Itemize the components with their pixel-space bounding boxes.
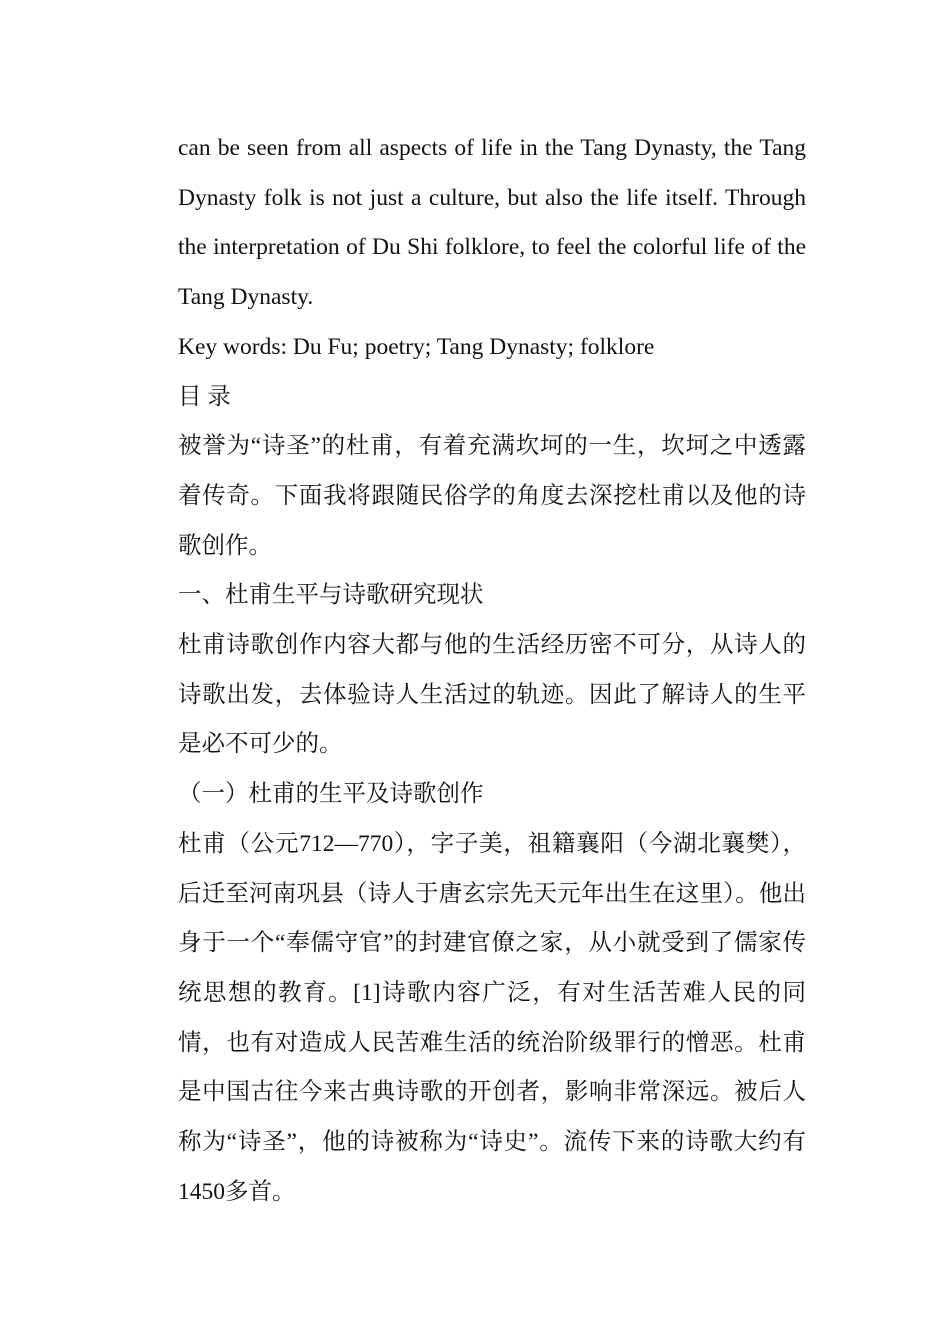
subsection-heading-1: （一）杜甫的生平及诗歌创作 — [178, 781, 484, 808]
keywords-line: Key words: Du Fu; poetry; Tang Dynasty; folklore — [178, 333, 655, 360]
section-heading-1: 一、杜甫生平与诗歌研究现状 — [178, 582, 484, 609]
intro-paragraph: 被誉为“诗圣”的杜甫，有着充满坎坷的一生，坎坷之中透露着传奇。下面我将跟随民俗学的角度去深挖杜甫以及他的诗歌创作。 — [178, 433, 806, 559]
biography-paragraph: 杜甫（公元712—770），字子美，祖籍襄阳（今湖北襄樊），后迁至河南巩县（诗人于唐玄宗先天元年出生在这里）。他出身于一个“奉儒守官”的封建官僚之家，从小就受到了儒家传统思想的教育。[1]诗歌内容广泛，有对生活苦难人民的同情，也有对造成人民苦难生活的统治阶级罪行的憎恶。杜甫是中国古往今来古典诗歌的开创者，影响非常深远。被后人称为“诗圣”，他的诗被称为“诗史”。流传下来的诗歌大约有1450多首。 — [178, 830, 806, 1205]
table-of-contents-heading: 目 录 — [178, 383, 231, 410]
abstract-paragraph: can be seen from all aspects of life in the Tang Dynasty, the Tang Dynasty folk is not just a culture, but also the life itself. Through the interpretation of Du Shi folklore, to feel the colorful life of the Tang Dynasty. — [178, 135, 806, 311]
document-body — [178, 124, 806, 1217]
section-1-paragraph: 杜甫诗歌创作内容大都与他的生活经历密不可分，从诗人的诗歌出发，去体验诗人生活过的轨迹。因此了解诗人的生平是必不可少的。 — [178, 632, 806, 758]
